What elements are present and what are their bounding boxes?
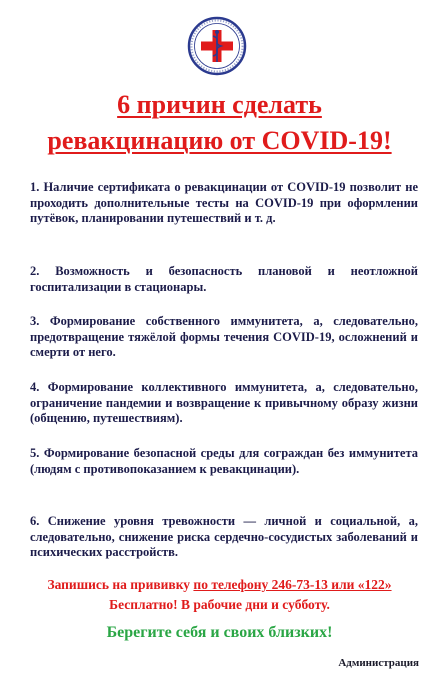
reason-item-6: 6. Снижение уровня тревожности — личной и социальной, а, следовательно, снижение риска сердечно-сосудистых заболеваний и психических расстройств.	[30, 514, 418, 559]
poster-title-line-2: ревакцинацию от COVID-19!	[47, 126, 392, 155]
signup-call-to-action	[0, 577, 439, 593]
reason-item-4: 4. Формирование коллективного иммунитета, а, следовательно, ограничение пандемии и возвращение к привычному образу жизни (общению, путешествиям).	[30, 380, 418, 425]
take-care-slogan: Берегите себя и своих близких!	[106, 624, 333, 641]
signup-phone-text: по телефону 246-73-13 или «122»	[193, 577, 392, 592]
signature-administration: Администрация	[338, 657, 419, 669]
signup-lead-text: Запишись на прививку	[47, 577, 194, 592]
signup-free-note: Бесплатно! В рабочие дни и субботу.	[109, 597, 330, 612]
reason-item-3: 3. Формирование собственного иммунитета, а, следовательно, предотвращение тяжёлой формы течения COVID-19, осложнений и смерти от него.	[30, 314, 418, 359]
poster-title-line-1: 6 причин сделать	[117, 90, 322, 119]
reason-item-5: 5. Формирование безопасной среды для сограждан без иммунитета (людям с противопоказанием к ревакцинации).	[30, 446, 418, 476]
reason-item-1: 1. Наличие сертификата о ревакцинации от COVID-19 позволит не проходить дополнительные тесты на COVID-19 при оформлении путёвок, планировании путешествий и т. д.	[30, 180, 418, 225]
reason-item-2: 2. Возможность и безопасность плановой и неотложной госпитализации в стационары.	[30, 264, 418, 294]
medical-cross-emblem-icon	[187, 16, 247, 76]
